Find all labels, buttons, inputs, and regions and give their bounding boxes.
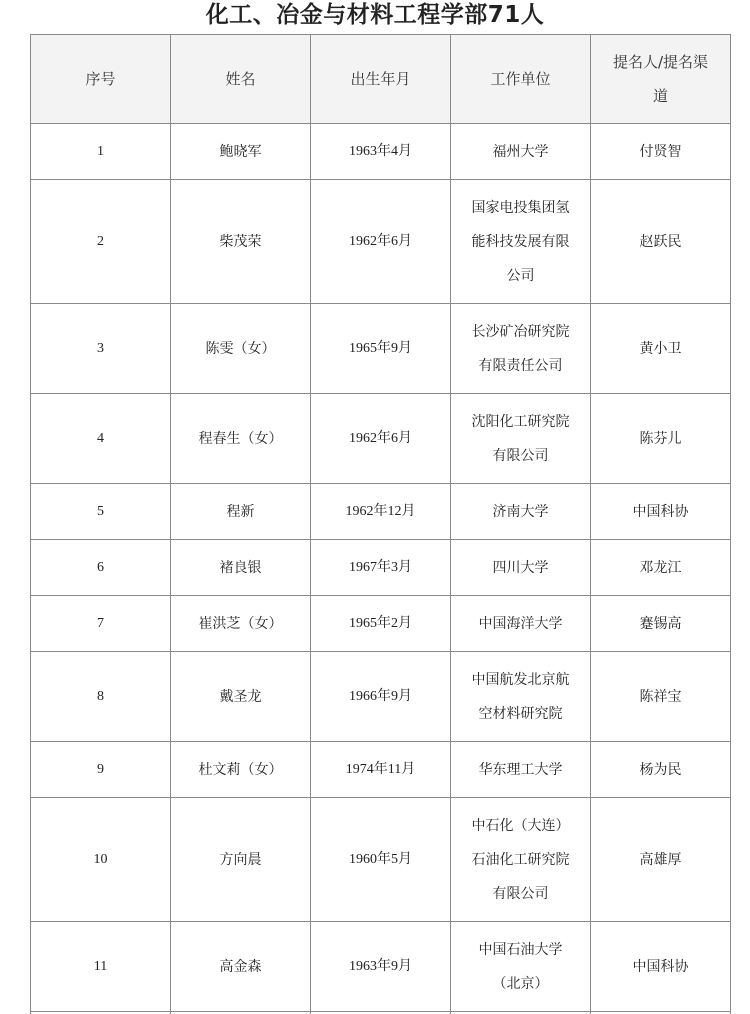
cell-birth: 1974年11月 [311, 742, 451, 798]
cell-index: 8 [31, 652, 171, 742]
cell-unit-line: 中国航发北京航 [471, 671, 570, 688]
cell-nominator: 赵跃民 [591, 180, 731, 304]
cell-unit-line: （北京） [492, 975, 549, 992]
cell-nominator: 中国科协 [591, 484, 731, 540]
table-header-row [31, 35, 731, 124]
cell-index: 10 [31, 798, 171, 922]
cell-unit [451, 304, 591, 394]
cell-nominator: 付贤智 [591, 124, 731, 180]
cell-unit-line: 中国海洋大学 [478, 615, 563, 632]
cell-index: 7 [31, 596, 171, 652]
cell-name: 杜文莉（女） [171, 742, 311, 798]
cell-unit-line: 长沙矿冶研究院 [471, 323, 570, 340]
table-row [31, 652, 731, 742]
cell-name: 褚良银 [171, 540, 311, 596]
table-row [31, 124, 731, 180]
cell-unit [451, 596, 591, 652]
cell-birth: 1962年6月 [311, 394, 451, 484]
header-nominator-line1: 提名人/提名渠 [612, 53, 709, 71]
cell-unit [451, 394, 591, 484]
page-title: 化工、冶金与材料工程学部71人 [205, 2, 545, 28]
table-row [31, 394, 731, 484]
cell-unit [451, 652, 591, 742]
header-birth: 出生年月 [311, 35, 451, 124]
cell-index: 5 [31, 484, 171, 540]
cell-nominator: 邓龙江 [591, 540, 731, 596]
cell-unit-line: 沈阳化工研究院 [471, 413, 570, 430]
cell-index: 11 [31, 922, 171, 1012]
cell-name: 鲍晓军 [171, 124, 311, 180]
cell-unit-line: 公司 [506, 267, 535, 284]
cell-unit [451, 798, 591, 922]
table-row [31, 304, 731, 394]
cell-unit-line: 有限公司 [492, 447, 549, 464]
cell-index: 4 [31, 394, 171, 484]
cell-name: 程春生（女） [171, 394, 311, 484]
cell-index: 2 [31, 180, 171, 304]
cell-unit [451, 484, 591, 540]
table-row [31, 484, 731, 540]
cell-unit [451, 922, 591, 1012]
cell-unit-line: 能科技发展有限 [471, 233, 570, 250]
cell-unit-line: 华东理工大学 [478, 761, 563, 778]
cell-unit-line: 国家电投集团氢 [471, 199, 570, 216]
header-index: 序号 [31, 35, 171, 124]
cell-index: 1 [31, 124, 171, 180]
table-row [31, 180, 731, 304]
cell-nominator: 蹇锡高 [591, 596, 731, 652]
cell-birth: 1965年9月 [311, 304, 451, 394]
cell-unit-line: 济南大学 [492, 503, 549, 520]
cell-index: 9 [31, 742, 171, 798]
candidates-table [30, 34, 731, 1014]
cell-unit [451, 180, 591, 304]
cell-unit-line: 中石化（大连） [471, 817, 570, 834]
cell-nominator: 杨为民 [591, 742, 731, 798]
header-nominator [591, 35, 731, 124]
table-row [31, 540, 731, 596]
cell-birth: 1965年2月 [311, 596, 451, 652]
cell-name: 崔洪芝（女） [171, 596, 311, 652]
cell-birth: 1963年9月 [311, 922, 451, 1012]
cell-unit-line: 有限公司 [492, 885, 549, 902]
cell-unit [451, 124, 591, 180]
cell-birth: 1960年5月 [311, 798, 451, 922]
cell-index: 6 [31, 540, 171, 596]
cell-name: 柴茂荣 [171, 180, 311, 304]
cell-birth: 1963年4月 [311, 124, 451, 180]
cell-name: 陈雯（女） [171, 304, 311, 394]
header-nominator-line2: 道 [652, 87, 668, 105]
cell-unit-line: 有限责任公司 [478, 357, 563, 374]
cell-nominator: 陈芬儿 [591, 394, 731, 484]
header-unit: 工作单位 [451, 35, 591, 124]
cell-nominator: 中国科协 [591, 922, 731, 1012]
cell-name: 程新 [171, 484, 311, 540]
cell-nominator: 黄小卫 [591, 304, 731, 394]
cell-nominator: 高雄厚 [591, 798, 731, 922]
cell-birth: 1962年6月 [311, 180, 451, 304]
cell-unit [451, 742, 591, 798]
cell-birth: 1962年12月 [311, 484, 451, 540]
table-row [31, 922, 731, 1012]
cell-unit-line: 四川大学 [492, 559, 549, 576]
cell-nominator: 陈祥宝 [591, 652, 731, 742]
table-row [31, 742, 731, 798]
cell-unit-line: 中国石油大学 [478, 941, 563, 958]
cell-unit-line: 空材料研究院 [478, 705, 563, 722]
cell-index: 3 [31, 304, 171, 394]
cell-unit-line: 石油化工研究院 [471, 851, 570, 868]
cell-name: 戴圣龙 [171, 652, 311, 742]
table-row [31, 596, 731, 652]
cell-birth: 1966年9月 [311, 652, 451, 742]
cell-unit [451, 540, 591, 596]
cell-name: 高金森 [171, 922, 311, 1012]
cell-name: 方向晨 [171, 798, 311, 922]
cell-birth: 1967年3月 [311, 540, 451, 596]
header-name: 姓名 [171, 35, 311, 124]
cell-unit-line: 福州大学 [492, 143, 549, 160]
table-row [31, 798, 731, 922]
